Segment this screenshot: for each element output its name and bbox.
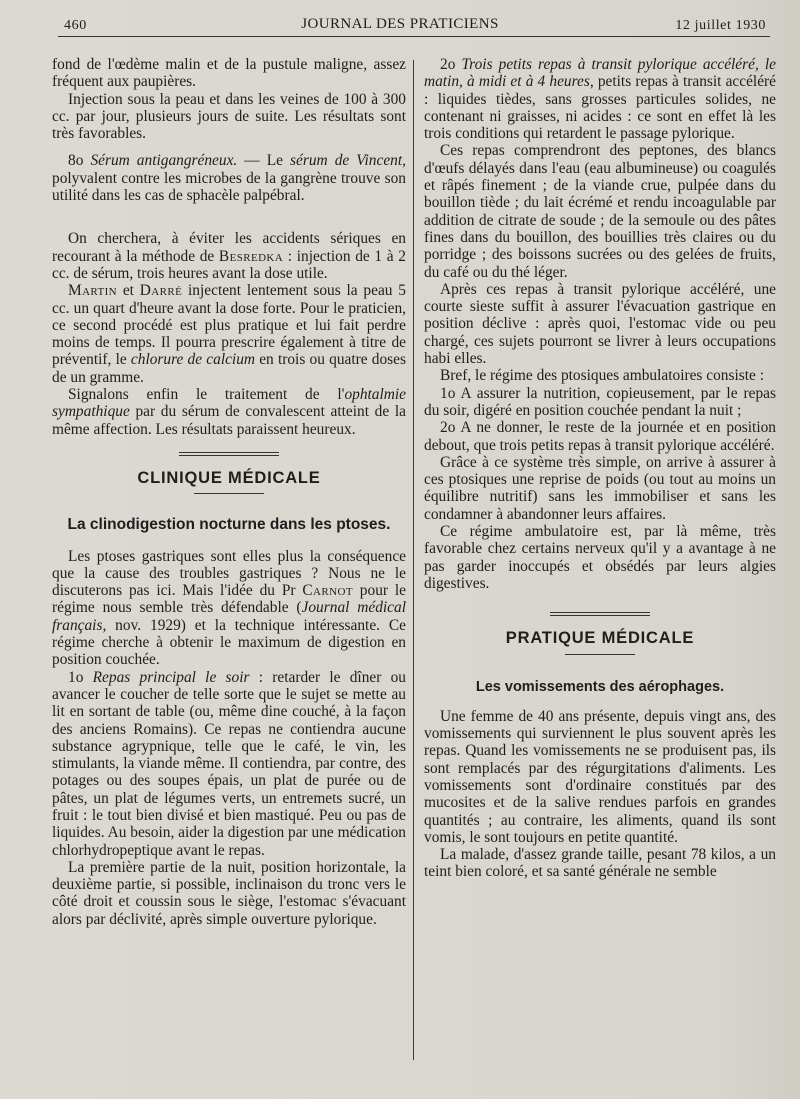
section-rule bbox=[194, 493, 264, 494]
text-run: Trois petits repas à transit pylorique accéléré, le matin, à midi et à 4 heures, bbox=[424, 56, 776, 91]
paragraph: La première partie de la nuit, position horizontale, la deuxième partie, si possible, inclinaison du tronc vers le côté droit et coussin sous le siège, l'estomac s'évacuant alors par déclivité, après simple ouverture pylorique. bbox=[52, 858, 406, 928]
paragraph bbox=[52, 548, 406, 669]
journal-title: JOURNAL DES PRATICIENS bbox=[301, 16, 499, 32]
paragraph: Ce régime ambulatoire est, par là même, très favorable chez certains nerveux qu'il y a avantage à ne pas garder inoccupés et obsédés par leurs algies digestives. bbox=[424, 523, 776, 592]
paragraph: Après ces repas à transit pylorique accéléré, une courte sieste suffit à assurer l'évacuation gastrique en position déclive : après quoi, l'estomac vide ou peu chargé, ces sujets pourront se livrer à leurs occupations habi elles. bbox=[424, 280, 776, 368]
text-run: 2o bbox=[440, 56, 462, 73]
section-heading bbox=[424, 592, 776, 654]
paragraph bbox=[52, 230, 406, 282]
paragraph: Ces repas comprendront des peptones, des blancs d'œufs délayés dans l'eau (eau albumineuse) ou coagulés et râpés finement ; de la viande crue, pulpée dans du bouillon tiède ; du lait écrémé et rendu incoagulable par addition de citrate de soude ; de la semoule ou des pâtes fines dans du bouillon, des bouillies très claires ou du porridge ; des boissons sucrées ou des gelées de fruits, du café ou du thé léger. bbox=[424, 142, 776, 281]
text-run: et bbox=[117, 282, 140, 300]
text-run: Pr bbox=[281, 582, 303, 600]
text-run: nov. 1929) et la technique intéressante. Ce régime cherche à obtenir le maximum de digestion en position couchée. bbox=[52, 616, 406, 669]
text-run: sérum de Vincent, bbox=[290, 152, 406, 170]
paragraph: Grâce à ce système très simple, on arrive à assurer à ces ptosiques une reprise de poids (ou tout au moins un équilibre nutritif) sans les immobiliser et sans les condamner à abandonner leurs affaires. bbox=[424, 453, 776, 523]
column-divider bbox=[413, 60, 414, 1060]
paragraph: La malade, d'assez grande taille, pesant 78 kilos, a un teint bien coloré, et sa santé générale ne semble bbox=[424, 846, 776, 881]
text-run: : injection de 1 à 2 cc. de sérum, trois heures avant la dose utile. bbox=[52, 247, 406, 282]
author-name: Besredka bbox=[218, 247, 284, 265]
text-run: petits repas à transit accéléré : liquides tièdes, sans grosses particules solides, ne contenant ni graisses, ni acides : ce sont en effet là les trois conditions qui retardent le passage pylorique. bbox=[424, 73, 776, 143]
right-column bbox=[424, 56, 776, 881]
author-name: Carnot bbox=[302, 582, 353, 600]
item-number: 8o bbox=[68, 152, 84, 170]
left-column bbox=[52, 56, 406, 928]
section-rule bbox=[179, 452, 279, 456]
paragraph bbox=[52, 386, 406, 438]
issue-date: 12 juillet 1930 bbox=[675, 18, 766, 33]
paragraph: Bref, le régime des ptosiques ambulatoires consiste : bbox=[440, 367, 764, 385]
page-number: 460 bbox=[64, 18, 87, 33]
paragraph: 1o A assurer la nutrition, copieusement, par le repas du soir, digéré en position couchée pendant la nuit ; bbox=[424, 384, 776, 419]
text-run: Signalons enfin le traitement de l' bbox=[68, 386, 345, 404]
text-run: ophtalmie sympathique bbox=[52, 386, 406, 421]
text-run: 1o bbox=[68, 668, 93, 686]
item-title: Sérum antigangréneux. bbox=[90, 152, 238, 170]
section-rule bbox=[565, 654, 635, 655]
article-title: Les vomissements des aérophages. bbox=[475, 678, 725, 695]
text-run: injectent lentement sous la peau 5 cc. un quart d'heure avant la dose forte. Pour le praticien, ce second procédé est plus pratique et lui fait perdre moins de temps. Il pourra prescrire également à titre de préventif, le bbox=[52, 282, 406, 369]
section-heading bbox=[52, 438, 406, 494]
author-name: Darré bbox=[139, 282, 183, 300]
paragraph: Injection sous la peau et dans les veines de 100 à 300 cc. par jour, plusieurs jours de suite. Les résultats sont très favorables. bbox=[52, 90, 406, 143]
text-run: Journal médical français, bbox=[52, 599, 406, 634]
text-run: par du sérum de convalescent atteint de la même affection. Les résultats paraissent heureux. bbox=[52, 403, 406, 438]
text-run: chlorure de calcium bbox=[130, 351, 256, 369]
section-rule bbox=[550, 612, 650, 616]
section-title: CLINIQUE MÉDICALE bbox=[137, 468, 321, 487]
text-run: polyvalent contre les microbes de la gangrène trouve son utilité dans les cas de sphacèle palpébral. bbox=[52, 169, 406, 205]
paragraph: Une femme de 40 ans présente, depuis vingt ans, des vomissements qui surviennent le plus souvent après les repas. Quand les vomissements ne se produisent pas, ils sont remplacés par des régurgitations d'aliments. Les vomissements sont d'ordinaire constitués par des mucosites et de la salive rendues parfois en grandes quantités ; au contraire, les aliments, quand ils sont vomis, le sont toujours en petite quantité. bbox=[424, 707, 776, 846]
paragraph: fond de l'œdème malin et de la pustule maligne, assez fréquent aux paupières. bbox=[52, 56, 406, 91]
text-run: — Le bbox=[237, 152, 291, 170]
section-title: PRATIQUE MÉDICALE bbox=[505, 629, 695, 648]
text-run: Repas principal le soir bbox=[92, 668, 250, 686]
text-run: : retarder le dîner ou avancer le coucher de telle sorte que le sujet se mette au lit en sortant de table (ou, même dine couché, à la façon des anciens Romains). Ce repas ne contiendra aucune substance agrypnique, telle que le café, le vin, les stimulants, la viande même. Il contiendra, par contre, des potages ou des soupes épais, un plat de purée ou de pâtes, un plat de légumes verts, un entremets sucré, un fruit : le tout bien divisé et bien mastiqué. Peu ou pas de liquides. Au besoin, aider la digestion par une médication chlorhydropeptique avant le repas. bbox=[52, 668, 406, 859]
page-header bbox=[0, 14, 800, 36]
text-run: en trois ou quatre doses de un gramme. bbox=[52, 351, 406, 386]
text-run: On cherchera, à éviter les accidents sériques en recourant à la méthode de bbox=[52, 230, 406, 265]
paragraph bbox=[52, 152, 406, 204]
paragraph bbox=[424, 56, 776, 142]
header-rule bbox=[58, 36, 770, 37]
paragraph bbox=[52, 669, 406, 859]
text-run: pour le régime nous semble très défendable ( bbox=[52, 582, 406, 617]
author-name: Martin bbox=[68, 282, 118, 300]
paragraph bbox=[52, 282, 406, 386]
text-run: Les ptoses gastriques sont elles plus la conséquence que la cause des troubles gastriques ? Nous ne le discuterons pas ici. Mais l'idée du bbox=[52, 547, 406, 600]
article-title: La clinodigestion nocturne dans les ptoses. bbox=[67, 516, 391, 534]
paragraph: 2o A ne donner, le reste de la journée et en position debout, que trois petits repas à transit pylorique accéléré. bbox=[424, 419, 776, 454]
